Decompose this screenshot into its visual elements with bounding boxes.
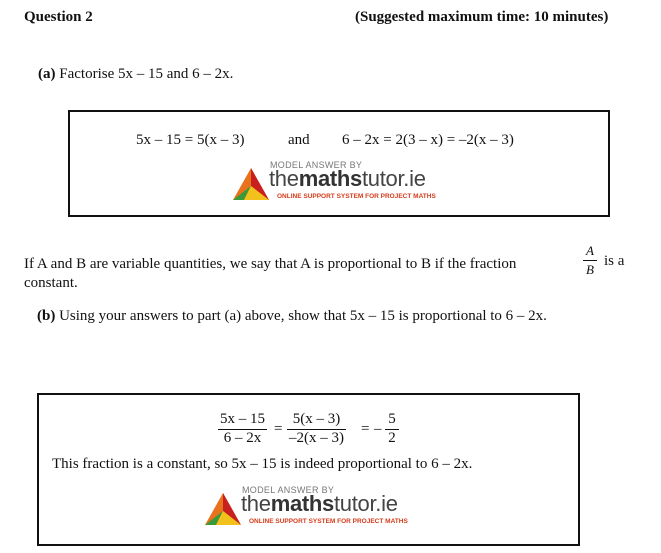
question-title: Question 2 [24, 9, 93, 25]
logo-small-text: MODEL ANSWER BY [242, 485, 335, 495]
part-b-prompt-text: Using your answers to part (a) above, show that 5x – 15 is proportional to 6 – 2x. [59, 308, 547, 324]
logo-a [232, 160, 462, 208]
fraction-3: 5 2 [385, 411, 399, 447]
minus-sign: – [374, 421, 382, 437]
definition-fraction: A B [583, 243, 597, 278]
part-a-prompt [38, 66, 233, 83]
part-b-conclusion: This fraction is a constant, so 5x – 15 is indeed proportional to 6 – 2x. [52, 456, 473, 472]
equals-1: = [274, 421, 283, 437]
definition-text: If A and B are variable quantities, we say that A is proportional to B if the fraction [24, 256, 517, 272]
triangle-logo-icon [232, 166, 270, 202]
logo-small-text: MODEL ANSWER BY [270, 160, 363, 170]
logo-b [204, 485, 434, 533]
part-b-label: (b) [37, 308, 56, 324]
logo-brand: themathstutor.ie [241, 491, 398, 516]
logo-tagline: ONLINE SUPPORT SYSTEM FOR PROJECT MATHS [277, 193, 436, 200]
definition-line2: constant. [24, 275, 78, 291]
triangle-logo-icon [204, 491, 242, 527]
part-a-and: and [166, 66, 189, 82]
logo-brand: themathstutor.ie [269, 166, 426, 191]
definition-tail: is a [604, 253, 625, 269]
logo-tagline: ONLINE SUPPORT SYSTEM FOR PROJECT MATHS [249, 518, 408, 525]
part-b-prompt [37, 308, 547, 325]
answer-a-and: and [288, 132, 310, 148]
fraction-1: 5x – 15 6 – 2x [220, 411, 265, 446]
equals-2: = [361, 421, 370, 437]
part-a-label: (a) [38, 66, 56, 82]
part-a-prompt-pre: Factorise [59, 66, 115, 82]
fraction-2: 5(x – 3) –2(x – 3) [289, 411, 344, 446]
part-a-expr1: 5x – 15 [117, 66, 163, 82]
answer-a-eq1: 5x – 15 = 5(x – 3) [136, 132, 245, 148]
answer-a-eq2: 6 – 2x = 2(3 – x) = –2(x – 3) [342, 132, 514, 148]
part-a-expr2: 6 – 2x. [192, 66, 234, 82]
suggested-time: (Suggested maximum time: 10 minutes) [355, 9, 609, 25]
